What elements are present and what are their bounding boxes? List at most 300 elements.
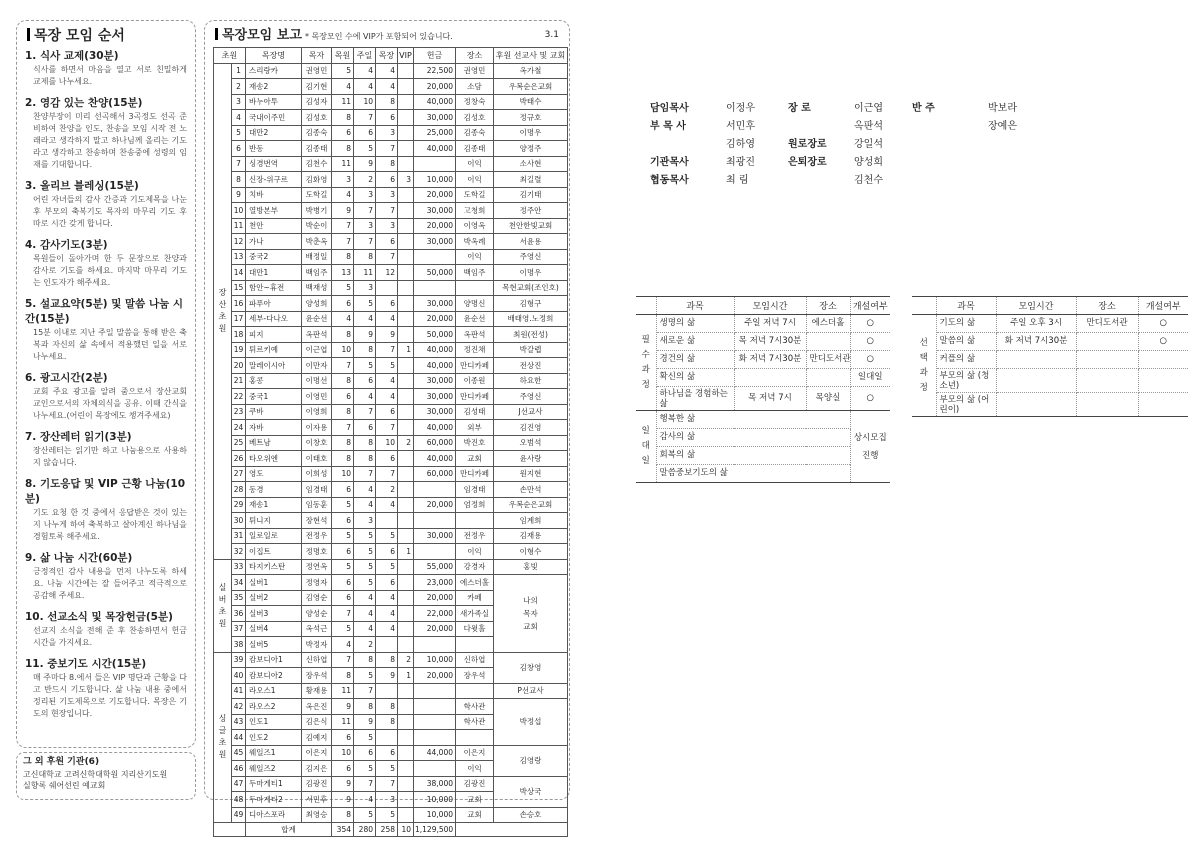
report-row bbox=[214, 683, 568, 699]
member-count: 8 bbox=[332, 807, 354, 823]
offering-amount: 20,000 bbox=[414, 187, 456, 203]
meeting-place bbox=[456, 683, 494, 699]
meeting-place: 백임주 bbox=[456, 265, 494, 281]
row-number: 8 bbox=[232, 172, 246, 188]
course-name: 말씀중보기도의 삶 bbox=[656, 465, 850, 483]
course-status: ○ bbox=[850, 351, 890, 369]
region-label: 싱글초원 bbox=[218, 714, 227, 760]
sponsor-line: 고신대학교 고려신학대학원 지리산기도원 bbox=[23, 770, 168, 779]
sponsor-line: 실향록 쉐어선린 예교회 bbox=[23, 781, 106, 790]
member-count: 6 bbox=[332, 513, 354, 529]
course-row bbox=[636, 387, 890, 411]
course-name: 경건의 삶 bbox=[656, 351, 734, 369]
row-number: 39 bbox=[232, 652, 246, 668]
leader-name: 임경태 bbox=[302, 482, 332, 498]
leader-name: 박병기 bbox=[302, 203, 332, 219]
support-missionary: 서윤용 bbox=[494, 234, 568, 250]
total-vip: 10 bbox=[398, 823, 414, 837]
sunday-count: 5 bbox=[354, 528, 376, 544]
meeting-place bbox=[456, 637, 494, 653]
report-table bbox=[213, 47, 568, 837]
mokjang-name: 실버1 bbox=[246, 575, 302, 591]
leader-name: 장현석 bbox=[302, 513, 332, 529]
support-missionary: 박태수 bbox=[494, 94, 568, 110]
meeting-count bbox=[376, 730, 398, 746]
meeting-count: 4 bbox=[376, 373, 398, 389]
member-count: 7 bbox=[332, 234, 354, 250]
report-column-header: 목장명 bbox=[246, 48, 302, 64]
report-column-header: 장소 bbox=[456, 48, 494, 64]
meeting-place: 정진채 bbox=[456, 342, 494, 358]
support-missionary: 우복순은교회 bbox=[494, 497, 568, 513]
leader-name: 옥판석 bbox=[302, 327, 332, 343]
leader-name: 이자용 bbox=[302, 420, 332, 436]
sponsor-box bbox=[16, 752, 196, 800]
course-time bbox=[734, 369, 806, 387]
report-row bbox=[214, 79, 568, 95]
course-column-header: 장소 bbox=[806, 297, 850, 315]
member-count: 9 bbox=[332, 792, 354, 808]
meeting-count: 7 bbox=[376, 776, 398, 792]
row-number: 29 bbox=[232, 497, 246, 513]
mokjang-name: 라오스2 bbox=[246, 699, 302, 715]
mokjang-name: 이집트 bbox=[246, 544, 302, 560]
row-number: 20 bbox=[232, 358, 246, 374]
report-row bbox=[214, 807, 568, 823]
leader-name: 배정일 bbox=[302, 249, 332, 265]
mokjang-name: 웨일즈1 bbox=[246, 745, 302, 761]
vip-count bbox=[398, 234, 414, 250]
report-title: 목장모임 보고 bbox=[215, 25, 302, 47]
offering-amount: 40,000 bbox=[414, 358, 456, 374]
member-count: 5 bbox=[332, 497, 354, 513]
offering-amount: 30,000 bbox=[414, 373, 456, 389]
offering-amount: 20,000 bbox=[414, 218, 456, 234]
course-status bbox=[1138, 351, 1188, 369]
meeting-count: 5 bbox=[376, 807, 398, 823]
course-place bbox=[1076, 393, 1138, 417]
course-row bbox=[912, 333, 1188, 351]
vip-count bbox=[398, 358, 414, 374]
sunday-count: 9 bbox=[354, 156, 376, 172]
leader-name: 신하엽 bbox=[302, 652, 332, 668]
sunday-count: 7 bbox=[354, 466, 376, 482]
meeting-count: 8 bbox=[376, 156, 398, 172]
support-missionary: 정규호 bbox=[494, 110, 568, 126]
row-number: 35 bbox=[232, 590, 246, 606]
member-count: 9 bbox=[332, 699, 354, 715]
row-number: 41 bbox=[232, 683, 246, 699]
support-missionary-merged: 나의 목자 교회 bbox=[494, 575, 568, 653]
meeting-count: 6 bbox=[376, 575, 398, 591]
total-sunday: 280 bbox=[354, 823, 376, 837]
sunday-count: 8 bbox=[354, 652, 376, 668]
vip-count bbox=[398, 621, 414, 637]
row-number: 43 bbox=[232, 714, 246, 730]
course-row bbox=[636, 351, 890, 369]
report-row bbox=[214, 575, 568, 591]
leader-name: 정영자 bbox=[302, 575, 332, 591]
mokjang-name: 재송1 bbox=[246, 497, 302, 513]
offering-amount: 25,000 bbox=[414, 125, 456, 141]
sunday-count: 8 bbox=[354, 435, 376, 451]
leader-name: 정명호 bbox=[302, 544, 332, 560]
vip-count bbox=[398, 513, 414, 529]
course-group-cell bbox=[636, 411, 656, 483]
report-row bbox=[214, 559, 568, 575]
mokjang-name: 일로일로 bbox=[246, 528, 302, 544]
meeting-count bbox=[376, 683, 398, 699]
member-count: 6 bbox=[332, 575, 354, 591]
leader-name: 양성순 bbox=[302, 606, 332, 622]
report-row bbox=[214, 94, 568, 110]
offering-amount: 60,000 bbox=[414, 435, 456, 451]
region-cell bbox=[214, 63, 232, 559]
mokjang-name: 튀니지 bbox=[246, 513, 302, 529]
offering-amount bbox=[414, 699, 456, 715]
vip-count bbox=[398, 203, 414, 219]
course-column-header: 장소 bbox=[1076, 297, 1138, 315]
sunday-count: 2 bbox=[354, 637, 376, 653]
meeting-count: 6 bbox=[376, 745, 398, 761]
sunday-count: 4 bbox=[354, 79, 376, 95]
member-count: 9 bbox=[332, 776, 354, 792]
leader-name: 박춘옥 bbox=[302, 234, 332, 250]
meeting-step bbox=[25, 371, 187, 422]
meeting-place: 윤순선 bbox=[456, 311, 494, 327]
course-place: 만디도서관 bbox=[806, 351, 850, 369]
row-number: 5 bbox=[232, 125, 246, 141]
member-count: 11 bbox=[332, 683, 354, 699]
staff-name: 강일석 bbox=[854, 139, 883, 150]
report-row bbox=[214, 296, 568, 312]
mokjang-name: 자바 bbox=[246, 420, 302, 436]
report-row bbox=[214, 513, 568, 529]
meeting-count: 12 bbox=[376, 265, 398, 281]
sunday-count: 6 bbox=[354, 125, 376, 141]
meeting-place: 고청희 bbox=[456, 203, 494, 219]
mokjang-name: 실버2 bbox=[246, 590, 302, 606]
row-number: 9 bbox=[232, 187, 246, 203]
staff-row bbox=[650, 136, 1030, 154]
meeting-count: 4 bbox=[376, 606, 398, 622]
course-column-header: 과목 bbox=[656, 297, 734, 315]
vip-count bbox=[398, 761, 414, 777]
vip-count bbox=[398, 714, 414, 730]
report-row bbox=[214, 265, 568, 281]
row-number: 2 bbox=[232, 79, 246, 95]
support-missionary: 정주안 bbox=[494, 203, 568, 219]
meeting-step bbox=[25, 49, 187, 88]
meeting-place: 새가족실 bbox=[456, 606, 494, 622]
report-row bbox=[214, 404, 568, 420]
course-place: 에스더홀 bbox=[806, 315, 850, 333]
meeting-count: 4 bbox=[376, 63, 398, 79]
row-number: 46 bbox=[232, 761, 246, 777]
meeting-step-description: 어린 자녀들의 감사 간증과 기도제목을 나눈 후 부모의 축복기도 목자의 마무리 기도 후 따로 시간 갖게 합니다. bbox=[33, 195, 187, 228]
support-missionary-merged: 김영랑 bbox=[494, 745, 568, 776]
course-row bbox=[912, 315, 1188, 333]
report-row bbox=[214, 203, 568, 219]
member-count: 8 bbox=[332, 249, 354, 265]
sunday-count: 4 bbox=[354, 792, 376, 808]
support-missionary: J선교사 bbox=[494, 404, 568, 420]
offering-amount: 40,000 bbox=[414, 420, 456, 436]
member-count: 4 bbox=[332, 187, 354, 203]
meeting-place: 만디카페 bbox=[456, 358, 494, 374]
meeting-count: 7 bbox=[376, 342, 398, 358]
report-row bbox=[214, 776, 568, 792]
course-status: ○ bbox=[1138, 333, 1188, 351]
leader-name: 김기현 bbox=[302, 79, 332, 95]
support-missionary: 박갈렙 bbox=[494, 342, 568, 358]
meeting-place: 김성태 bbox=[456, 404, 494, 420]
meeting-place: 박옥례 bbox=[456, 234, 494, 250]
meeting-count: 3 bbox=[376, 125, 398, 141]
meeting-step-title: 4. 감사기도(3분) bbox=[25, 239, 108, 251]
meeting-step bbox=[25, 657, 187, 720]
mokjang-name: 인도2 bbox=[246, 730, 302, 746]
sunday-count: 8 bbox=[354, 342, 376, 358]
report-row bbox=[214, 745, 568, 761]
vip-count bbox=[398, 265, 414, 281]
vip-count bbox=[398, 79, 414, 95]
offering-amount: 20,000 bbox=[414, 311, 456, 327]
report-row bbox=[214, 358, 568, 374]
course-place bbox=[1076, 369, 1138, 393]
sunday-count: 11 bbox=[354, 265, 376, 281]
offering-amount: 10,000 bbox=[414, 652, 456, 668]
report-row bbox=[214, 652, 568, 668]
sunday-count: 7 bbox=[354, 683, 376, 699]
sunday-count: 3 bbox=[354, 280, 376, 296]
region-cell bbox=[214, 652, 232, 823]
course-name: 하나님을 경험하는 삶 bbox=[656, 387, 734, 411]
sunday-count: 6 bbox=[354, 745, 376, 761]
meeting-count: 3 bbox=[376, 792, 398, 808]
meeting-place: 양명신 bbox=[456, 296, 494, 312]
course-time: 화 저녁 7시30분 bbox=[734, 351, 806, 369]
course-time: 주일 오후 3시 bbox=[996, 315, 1076, 333]
row-number: 44 bbox=[232, 730, 246, 746]
course-group-cell bbox=[636, 315, 656, 411]
report-row bbox=[214, 63, 568, 79]
report-row bbox=[214, 141, 568, 157]
mokjang-name: 천안 bbox=[246, 218, 302, 234]
support-missionary: 양정주 bbox=[494, 141, 568, 157]
member-count: 7 bbox=[332, 420, 354, 436]
leader-name: 옥은진 bbox=[302, 699, 332, 715]
row-number: 27 bbox=[232, 466, 246, 482]
meeting-place: 도학길 bbox=[456, 187, 494, 203]
row-number: 49 bbox=[232, 807, 246, 823]
report-row bbox=[214, 482, 568, 498]
mokjang-name: 바누아투 bbox=[246, 94, 302, 110]
support-missionary: 주영신 bbox=[494, 389, 568, 405]
leader-name: 서민후 bbox=[302, 792, 332, 808]
leader-name: 박순이 bbox=[302, 218, 332, 234]
sunday-count: 5 bbox=[354, 559, 376, 575]
leader-name: 권영민 bbox=[302, 63, 332, 79]
leader-name: 이영희 bbox=[302, 404, 332, 420]
member-count: 8 bbox=[332, 435, 354, 451]
meeting-place: 학사관 bbox=[456, 714, 494, 730]
meeting-step-description: 장산레터는 읽기만 하고 나눔용으로 사용하지 않습니다. bbox=[33, 446, 187, 467]
sunday-count: 4 bbox=[354, 311, 376, 327]
vip-count: 1 bbox=[398, 668, 414, 684]
region-label: 장산초원 bbox=[218, 288, 227, 333]
vip-count bbox=[398, 575, 414, 591]
offering-amount bbox=[414, 683, 456, 699]
vip-count: 1 bbox=[398, 544, 414, 560]
course-status: ○ bbox=[1138, 315, 1188, 333]
row-number: 32 bbox=[232, 544, 246, 560]
support-missionary: 김형구 bbox=[494, 296, 568, 312]
sunday-count: 9 bbox=[354, 714, 376, 730]
meeting-step-description: 선교지 소식을 전해 준 후 찬송하면서 헌금시간을 가지세요. bbox=[33, 626, 187, 647]
staff-name: 양성희 bbox=[854, 157, 883, 168]
mokjang-name: 실버3 bbox=[246, 606, 302, 622]
leader-name: 최영승 bbox=[302, 807, 332, 823]
report-row bbox=[214, 156, 568, 172]
row-number: 48 bbox=[232, 792, 246, 808]
report-row bbox=[214, 699, 568, 715]
member-count: 10 bbox=[332, 466, 354, 482]
course-column-header: 모임시간 bbox=[996, 297, 1076, 315]
mokjang-name: 실버5 bbox=[246, 637, 302, 653]
meeting-count: 8 bbox=[376, 714, 398, 730]
sunday-count: 4 bbox=[354, 497, 376, 513]
mokjang-name: 열방본부 bbox=[246, 203, 302, 219]
sunday-count: 5 bbox=[354, 358, 376, 374]
report-row bbox=[214, 420, 568, 436]
row-number: 47 bbox=[232, 776, 246, 792]
region-cell bbox=[214, 559, 232, 652]
meeting-count: 8 bbox=[376, 652, 398, 668]
course-column-header: 과목 bbox=[936, 297, 996, 315]
mokjang-name: 영도 bbox=[246, 466, 302, 482]
course-row bbox=[912, 393, 1188, 417]
report-column-header: 헌금 bbox=[414, 48, 456, 64]
member-count: 5 bbox=[332, 280, 354, 296]
meeting-step-description: 교회 주요 광고를 알려 줌으로서 장산교회 교인으로서의 자체의식을 공유. 이때 간식을 나누세요.(어린이 목장에도 챙겨주세요) bbox=[33, 387, 187, 420]
meeting-step bbox=[25, 179, 187, 230]
meeting-count: 8 bbox=[376, 94, 398, 110]
meeting-step-title: 9. 삶 나눔 시간(60분) bbox=[25, 552, 133, 564]
leader-name: 전정우 bbox=[302, 528, 332, 544]
meeting-step-title: 3. 올리브 블레싱(15분) bbox=[25, 180, 139, 192]
vip-count bbox=[398, 807, 414, 823]
course-column-header bbox=[912, 297, 936, 315]
sunday-count: 4 bbox=[354, 606, 376, 622]
support-missionary: 이명우 bbox=[494, 265, 568, 281]
vip-count bbox=[398, 420, 414, 436]
offering-amount bbox=[414, 482, 456, 498]
report-column-header: VIP bbox=[398, 48, 414, 64]
staff-role: 담임목사 bbox=[650, 103, 689, 114]
row-number: 31 bbox=[232, 528, 246, 544]
mokjang-name: 두마게티1 bbox=[246, 776, 302, 792]
report-column-header: 목원 bbox=[332, 48, 354, 64]
meeting-place: 김종태 bbox=[456, 141, 494, 157]
meeting-place: 이은지 bbox=[456, 745, 494, 761]
sunday-count: 2 bbox=[354, 172, 376, 188]
report-row bbox=[214, 280, 568, 296]
meeting-place bbox=[456, 280, 494, 296]
member-count: 8 bbox=[332, 373, 354, 389]
offering-amount: 20,000 bbox=[414, 621, 456, 637]
meeting-place: 이익 bbox=[456, 249, 494, 265]
course-right-header-row bbox=[912, 297, 1188, 315]
offering-amount: 60,000 bbox=[414, 466, 456, 482]
meeting-step-title: 7. 장산레터 읽기(3분) bbox=[25, 431, 132, 443]
vip-count: 1 bbox=[398, 342, 414, 358]
vip-count bbox=[398, 389, 414, 405]
meeting-place: 교회 bbox=[456, 807, 494, 823]
staff-role: 부 목 사 bbox=[650, 121, 686, 132]
mokjang-name: 치바 bbox=[246, 187, 302, 203]
course-time: 화 저녁 7시30분 bbox=[996, 333, 1076, 351]
leader-name: 이태호 bbox=[302, 451, 332, 467]
total-empty bbox=[456, 823, 568, 837]
mokjang-name: 함안~휴전 bbox=[246, 280, 302, 296]
sponsor-title: 그 외 후원 기관(6) bbox=[23, 757, 100, 767]
course-name: 생명의 삶 bbox=[656, 315, 734, 333]
meeting-step-title: 1. 식사 교제(30분) bbox=[25, 50, 119, 62]
staff-name: 박보라 bbox=[988, 103, 1017, 114]
mokjang-name: 홍콩 bbox=[246, 373, 302, 389]
course-right-body bbox=[912, 315, 1188, 417]
meeting-step-description: 찬양부장이 미리 선곡해서 3곡정도 선곡 준비하여 찬양을 인도, 찬송을 모임 시작 전 노래라고 생각하지 말고 하나님께 올리는 기도라고 생각하고 찬송하며 찬송중에 성령의 임재를 기대합니다. bbox=[33, 112, 187, 169]
meeting-count: 4 bbox=[376, 497, 398, 513]
course-place: 목양실 bbox=[806, 387, 850, 411]
mokjang-name: 대만2 bbox=[246, 125, 302, 141]
meeting-place: 권영민 bbox=[456, 63, 494, 79]
mokjang-name: 세부-다나오 bbox=[246, 311, 302, 327]
vip-count bbox=[398, 699, 414, 715]
staff-role: 협동목사 bbox=[650, 175, 689, 186]
support-missionary: 최길렬 bbox=[494, 172, 568, 188]
support-missionary: 이명우 bbox=[494, 125, 568, 141]
mokjang-name: 실버4 bbox=[246, 621, 302, 637]
mokjang-name: 신장-위구르 bbox=[246, 172, 302, 188]
sunday-count: 5 bbox=[354, 730, 376, 746]
row-number: 18 bbox=[232, 327, 246, 343]
support-missionary: 손만석 bbox=[494, 482, 568, 498]
leader-name: 김영순 bbox=[302, 590, 332, 606]
meeting-place: 외부 bbox=[456, 420, 494, 436]
offering-amount bbox=[414, 761, 456, 777]
offering-amount: 20,000 bbox=[414, 79, 456, 95]
report-row bbox=[214, 327, 568, 343]
offering-amount: 30,000 bbox=[414, 110, 456, 126]
meeting-place: 교회 bbox=[456, 792, 494, 808]
mokjang-name: 재송2 bbox=[246, 79, 302, 95]
staff-role: 은퇴장로 bbox=[788, 157, 827, 168]
vip-count bbox=[398, 280, 414, 296]
row-number: 34 bbox=[232, 575, 246, 591]
mokjang-name: 캄보디아2 bbox=[246, 668, 302, 684]
support-missionary: 원지현 bbox=[494, 466, 568, 482]
report-row bbox=[214, 435, 568, 451]
meeting-step-description: 식사를 하면서 마음을 열고 서로 친밀하게 교제를 나누세요. bbox=[33, 65, 187, 86]
staff-name: 장예은 bbox=[988, 121, 1017, 132]
meeting-count: 6 bbox=[376, 451, 398, 467]
meeting-count: 7 bbox=[376, 466, 398, 482]
meeting-place: 박진호 bbox=[456, 435, 494, 451]
offering-amount: 22,000 bbox=[414, 606, 456, 622]
vip-count bbox=[398, 792, 414, 808]
